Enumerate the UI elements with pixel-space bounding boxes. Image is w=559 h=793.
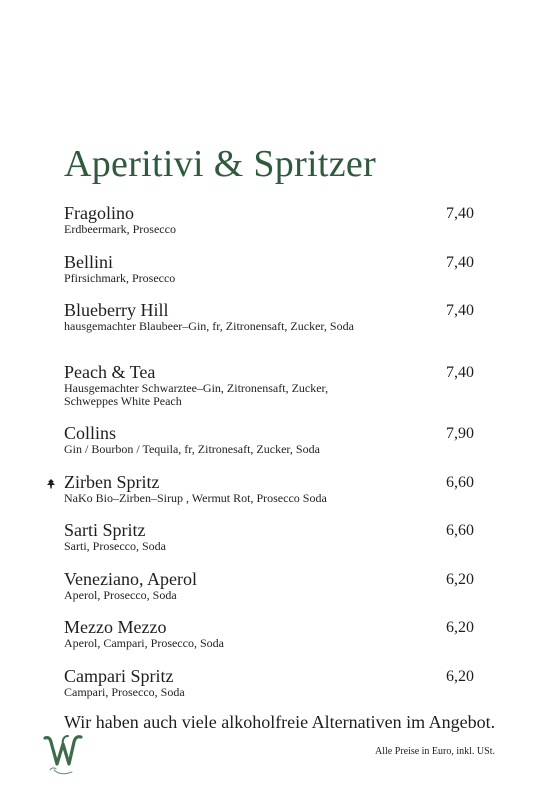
item-description: Pfirsichmark, Prosecco [64, 271, 176, 285]
item-price: 6,60 [446, 522, 474, 539]
menu-item-campari-spritz [64, 667, 474, 699]
menu-item-bellini [64, 253, 474, 285]
menu-item-veneziano-aperol [64, 570, 474, 602]
item-description: Erdbeermark, Prosecco [64, 222, 176, 236]
item-description: Aperol, Campari, Prosecco, Soda [64, 636, 224, 650]
menu-item-sarti-spritz [64, 521, 474, 553]
leaf-icon [46, 479, 56, 489]
item-description: Hausgemachter Schwarztee–Gin, Zitronensaft, Zucker, Schweppes White Peach [64, 381, 329, 408]
item-name: Sarti Spritz [64, 520, 146, 540]
w-monogram-logo [42, 730, 84, 778]
item-description: Aperol, Prosecco, Soda [64, 588, 177, 602]
item-price: 7,40 [446, 302, 474, 319]
menu-item-blueberry-hill [64, 301, 474, 333]
item-name: Mezzo Mezzo [64, 617, 167, 637]
menu-item-zirben-spritz [64, 473, 474, 505]
item-price: 6,20 [446, 571, 474, 588]
item-description: Gin / Bourbon / Tequila, fr, Zitronesaft, Zucker, Soda [64, 442, 320, 456]
item-description: Sarti, Prosecco, Soda [64, 539, 166, 553]
item-price: 7,40 [446, 205, 474, 222]
item-price: 6,60 [446, 474, 474, 491]
non-alcoholic-note: Wir haben auch viele alkoholfreie Alternativen im Angebot. [64, 712, 496, 732]
item-price: 7,40 [446, 254, 474, 271]
item-description: Campari, Prosecco, Soda [64, 685, 185, 699]
item-description: hausgemachter Blaubeer–Gin, fr, Zitronensaft, Zucker, Soda [64, 319, 354, 333]
item-name: Collins [64, 423, 117, 443]
item-name: Fragolino [64, 203, 134, 223]
item-price: 7,90 [446, 425, 474, 442]
item-name: Blueberry Hill [64, 300, 169, 320]
item-description: NaKo Bio–Zirben–Sirup , Wermut Rot, Prosecco Soda [64, 491, 327, 505]
menu-item-mezzo-mezzo [64, 618, 474, 650]
prices-note: Alle Preise in Euro, inkl. USt. [375, 746, 495, 757]
page-title: Aperitivi & Spritzer [64, 143, 377, 185]
menu-item-fragolino [64, 204, 474, 236]
item-price: 7,40 [446, 364, 474, 381]
item-price: 6,20 [446, 668, 474, 685]
item-price: 6,20 [446, 619, 474, 636]
item-name: Peach & Tea [64, 362, 156, 382]
item-name: Veneziano, Aperol [64, 569, 197, 589]
menu-item-peach-tea [64, 363, 474, 408]
item-name: Campari Spritz [64, 666, 174, 686]
menu-item-collins [64, 424, 474, 456]
item-name: Bellini [64, 252, 113, 272]
item-name: Zirben Spritz [64, 472, 160, 492]
